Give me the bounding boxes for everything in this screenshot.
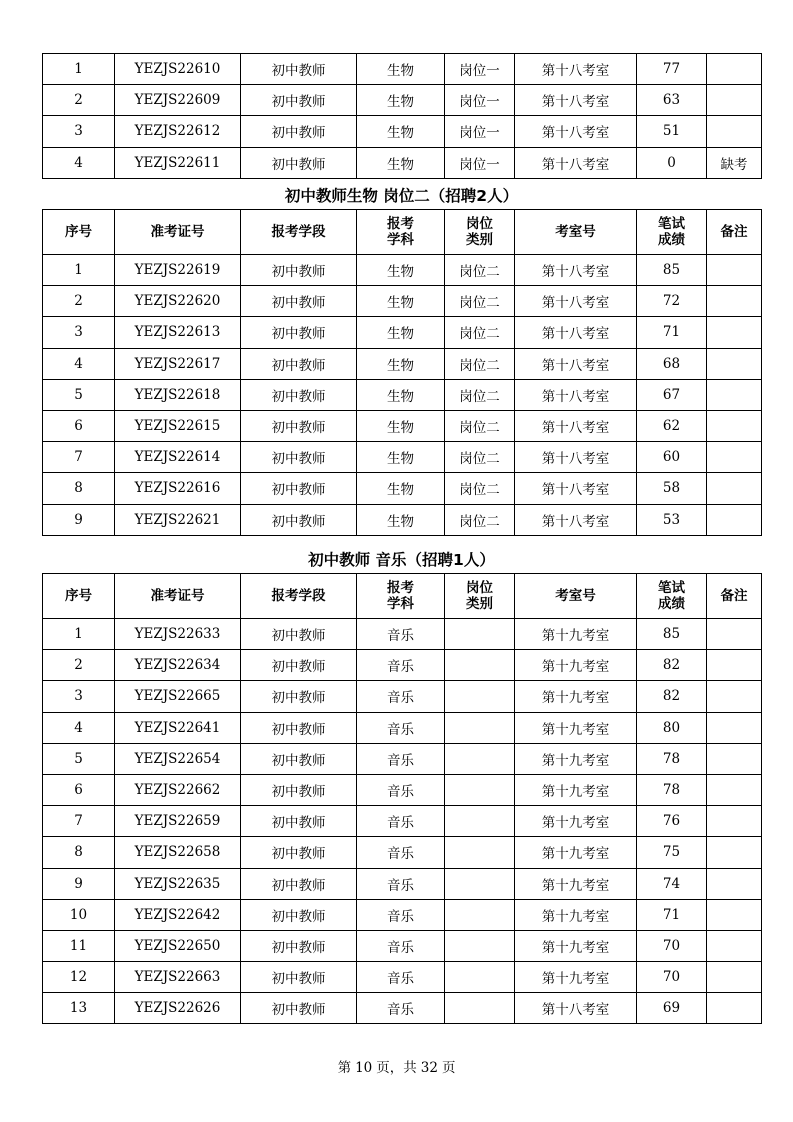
table-row (43, 868, 762, 899)
table-cell: 7 (43, 442, 115, 473)
table-cell (707, 712, 762, 743)
table-cell: 初中教师 (241, 379, 357, 410)
column-header-line: 成绩 (658, 232, 685, 248)
table-cell: 第十八考室 (515, 54, 637, 85)
table-row (43, 806, 762, 837)
table-cell: 8 (43, 473, 115, 504)
table-cell: YEZJS22662 (115, 774, 241, 805)
table-row (43, 899, 762, 930)
table-header (43, 574, 762, 619)
table-cell: 75 (637, 837, 707, 868)
table-cell: 初中教师 (241, 681, 357, 712)
table-cell: 7 (43, 806, 115, 837)
table-cell: YEZJS22626 (115, 993, 241, 1024)
table-cell: 85 (637, 255, 707, 286)
table-cell: YEZJS22633 (115, 619, 241, 650)
table-cell: 音乐 (357, 774, 445, 805)
table-cell: 初中教师 (241, 619, 357, 650)
table-cell: 生物 (357, 85, 445, 116)
table-row (43, 650, 762, 681)
column-header-line: 准考证号 (150, 588, 205, 604)
table-cell (707, 837, 762, 868)
table-cell (707, 930, 762, 961)
table-cell: 3 (43, 116, 115, 147)
column-header (515, 210, 637, 255)
table-cell: 68 (637, 348, 707, 379)
table-cell: 11 (43, 930, 115, 961)
table-cell: 第十九考室 (515, 619, 637, 650)
column-header-line: 考室号 (555, 588, 596, 604)
table-cell (707, 379, 762, 410)
table-cell: 第十八考室 (515, 286, 637, 317)
table-cell (707, 899, 762, 930)
table-cell (445, 650, 515, 681)
table-cell: 岗位二 (445, 255, 515, 286)
table-cell: 初中教师 (241, 993, 357, 1024)
table-cell: YEZJS22641 (115, 712, 241, 743)
table-body (43, 619, 762, 1024)
table-cell (707, 993, 762, 1024)
table-row (43, 774, 762, 805)
table-cell: 初中教师 (241, 712, 357, 743)
column-header-line: 序号 (65, 588, 92, 604)
table-cell: 生物 (357, 317, 445, 348)
table-row (43, 379, 762, 410)
table-row (43, 930, 762, 961)
table-cell: YEZJS22614 (115, 442, 241, 473)
table-cell: 12 (43, 962, 115, 993)
table-cell: 82 (637, 681, 707, 712)
table-cell: 51 (637, 116, 707, 147)
table-cell: 80 (637, 712, 707, 743)
table-cell: 1 (43, 255, 115, 286)
table-cell: 第十九考室 (515, 930, 637, 961)
table-cell: 第十九考室 (515, 899, 637, 930)
column-header (115, 574, 241, 619)
table-cell (445, 930, 515, 961)
table-row (43, 743, 762, 774)
footer-middle: 页，共 (376, 1060, 417, 1076)
table-cell (707, 774, 762, 805)
table-body (43, 255, 762, 536)
table-cell: YEZJS22619 (115, 255, 241, 286)
table-cell: 初中教师 (241, 930, 357, 961)
table-cell: 初中教师 (241, 962, 357, 993)
footer-prefix: 第 (337, 1060, 352, 1076)
results-table-biology-post-2 (42, 209, 762, 536)
column-header-line: 报考学段 (271, 224, 326, 240)
table-cell: 音乐 (357, 681, 445, 712)
table-cell: YEZJS22659 (115, 806, 241, 837)
table-cell (707, 442, 762, 473)
table-cell: 音乐 (357, 743, 445, 774)
table-cell: YEZJS22612 (115, 116, 241, 147)
table-cell: 初中教师 (241, 54, 357, 85)
header-row (43, 574, 762, 619)
table-cell: 53 (637, 504, 707, 535)
table-cell: 生物 (357, 379, 445, 410)
table-cell: 9 (43, 504, 115, 535)
table-cell: YEZJS22618 (115, 379, 241, 410)
column-header-line: 成绩 (658, 596, 685, 612)
table-cell: 第十八考室 (515, 410, 637, 441)
table-cell: 10 (43, 899, 115, 930)
table-cell: 音乐 (357, 930, 445, 961)
table-cell (445, 743, 515, 774)
column-header (115, 210, 241, 255)
column-header (445, 210, 515, 255)
table-cell: 第十八考室 (515, 116, 637, 147)
table-cell: YEZJS22665 (115, 681, 241, 712)
table-row (43, 619, 762, 650)
column-header (445, 574, 515, 619)
table-row (43, 147, 762, 178)
table-cell: 音乐 (357, 712, 445, 743)
table-cell: 4 (43, 147, 115, 178)
table-cell: 生物 (357, 442, 445, 473)
page-footer (0, 1056, 793, 1076)
column-header-line: 类别 (466, 232, 493, 248)
table-cell: 第十八考室 (515, 473, 637, 504)
table-cell: 78 (637, 774, 707, 805)
table-row (43, 85, 762, 116)
table-cell: 4 (43, 348, 115, 379)
table-cell (707, 650, 762, 681)
table-cell: YEZJS22650 (115, 930, 241, 961)
table-cell (445, 962, 515, 993)
column-header-line: 准考证号 (150, 224, 205, 240)
table-cell (707, 410, 762, 441)
table-header (43, 210, 762, 255)
table-row (43, 54, 762, 85)
table-cell: YEZJS22634 (115, 650, 241, 681)
table-cell: 岗位一 (445, 85, 515, 116)
table-cell (445, 993, 515, 1024)
table-cell: 岗位一 (445, 116, 515, 147)
column-header-line: 笔试 (658, 580, 685, 596)
table-cell: 初中教师 (241, 286, 357, 317)
table-cell: 76 (637, 806, 707, 837)
table-cell: YEZJS22620 (115, 286, 241, 317)
table-cell: 第十八考室 (515, 379, 637, 410)
table-row (43, 442, 762, 473)
table-cell: 6 (43, 410, 115, 441)
table-cell (707, 116, 762, 147)
table-cell: YEZJS22609 (115, 85, 241, 116)
table-cell: 初中教师 (241, 116, 357, 147)
table-cell: 第十九考室 (515, 962, 637, 993)
table-cell: 第十八考室 (515, 85, 637, 116)
table-cell: 岗位二 (445, 410, 515, 441)
table-cell: 71 (637, 317, 707, 348)
table-cell: 初中教师 (241, 317, 357, 348)
table-cell: 58 (637, 473, 707, 504)
table-cell (445, 868, 515, 899)
table-cell: 生物 (357, 286, 445, 317)
column-header (637, 574, 707, 619)
table-cell (707, 85, 762, 116)
table-cell (707, 54, 762, 85)
column-header (357, 210, 445, 255)
column-header (707, 574, 762, 619)
column-header-line: 岗位 (466, 216, 493, 232)
column-header (241, 574, 357, 619)
table-cell: YEZJS22610 (115, 54, 241, 85)
table-cell (445, 774, 515, 805)
table-cell: 初中教师 (241, 774, 357, 805)
column-header-line: 报考学段 (271, 588, 326, 604)
table-cell: 6 (43, 774, 115, 805)
table-cell: 第十九考室 (515, 774, 637, 805)
table-cell: YEZJS22615 (115, 410, 241, 441)
table-cell: YEZJS22617 (115, 348, 241, 379)
table-cell: 初中教师 (241, 473, 357, 504)
table-body (43, 54, 762, 179)
table-cell: 第十九考室 (515, 650, 637, 681)
table-cell: 第十八考室 (515, 147, 637, 178)
table-cell: 5 (43, 743, 115, 774)
column-header-line: 备注 (720, 588, 748, 604)
table-cell: 第十九考室 (515, 837, 637, 868)
column-header-line: 考室号 (555, 224, 596, 240)
table-cell: 1 (43, 619, 115, 650)
table-cell: 第十九考室 (515, 681, 637, 712)
table-cell: 3 (43, 681, 115, 712)
table-row (43, 286, 762, 317)
table-cell: 生物 (357, 255, 445, 286)
table-cell: 初中教师 (241, 650, 357, 681)
table-cell: 岗位二 (445, 504, 515, 535)
table-cell: 62 (637, 410, 707, 441)
table-row (43, 348, 762, 379)
table-cell: 第十八考室 (515, 504, 637, 535)
footer-suffix: 页 (441, 1060, 456, 1076)
table-cell: 初中教师 (241, 743, 357, 774)
table-cell: 74 (637, 868, 707, 899)
table-cell: 生物 (357, 147, 445, 178)
table-cell: 初中教师 (241, 147, 357, 178)
table-cell: 初中教师 (241, 899, 357, 930)
table-cell: YEZJS22613 (115, 317, 241, 348)
table-cell: YEZJS22642 (115, 899, 241, 930)
table-cell: 2 (43, 650, 115, 681)
table-cell: 第十八考室 (515, 442, 637, 473)
table-cell (707, 317, 762, 348)
section-title-biology-post-2: 初中教师生物 岗位二（招聘2人） (284, 187, 519, 205)
footer-current-page: 10 (355, 1060, 373, 1076)
column-header-line: 类别 (466, 596, 493, 612)
table-cell (707, 473, 762, 504)
table-cell: 生物 (357, 410, 445, 441)
table-cell: 音乐 (357, 619, 445, 650)
table-cell: 初中教师 (241, 85, 357, 116)
table-cell: 第十八考室 (515, 255, 637, 286)
table-cell: 岗位一 (445, 54, 515, 85)
table-cell (445, 619, 515, 650)
table-cell: 生物 (357, 504, 445, 535)
column-header-line: 岗位 (466, 580, 493, 596)
table-cell (707, 806, 762, 837)
column-header (707, 210, 762, 255)
column-header (43, 210, 115, 255)
column-header (43, 574, 115, 619)
table-cell: 生物 (357, 348, 445, 379)
table-cell: YEZJS22663 (115, 962, 241, 993)
table-row (43, 504, 762, 535)
column-header (241, 210, 357, 255)
table-cell: 5 (43, 379, 115, 410)
table-row (43, 681, 762, 712)
table-cell: 2 (43, 85, 115, 116)
table-cell: 第十九考室 (515, 712, 637, 743)
table-cell: 初中教师 (241, 348, 357, 379)
table-row (43, 962, 762, 993)
table-cell: 72 (637, 286, 707, 317)
table-cell (445, 837, 515, 868)
header-row (43, 210, 762, 255)
table-cell: 岗位二 (445, 348, 515, 379)
table-cell: YEZJS22616 (115, 473, 241, 504)
table-cell (445, 899, 515, 930)
table-cell: 岗位二 (445, 317, 515, 348)
table-cell: 第十九考室 (515, 806, 637, 837)
column-header-line: 备注 (720, 224, 748, 240)
column-header (357, 574, 445, 619)
table-cell: 2 (43, 286, 115, 317)
table-cell: 初中教师 (241, 504, 357, 535)
table-cell (707, 681, 762, 712)
table-cell: YEZJS22635 (115, 868, 241, 899)
table-cell: 音乐 (357, 962, 445, 993)
table-cell: 初中教师 (241, 442, 357, 473)
table-cell: 63 (637, 85, 707, 116)
table-row (43, 473, 762, 504)
table-cell: 音乐 (357, 899, 445, 930)
table-row (43, 255, 762, 286)
table-cell: YEZJS22658 (115, 837, 241, 868)
table-cell: 初中教师 (241, 837, 357, 868)
column-header-line: 报考 (387, 580, 414, 596)
table-cell: 缺考 (707, 147, 762, 178)
table-cell: 8 (43, 837, 115, 868)
column-header (637, 210, 707, 255)
column-header-line: 学科 (387, 596, 414, 612)
table-cell: YEZJS22621 (115, 504, 241, 535)
table-row (43, 317, 762, 348)
table-cell: 岗位二 (445, 442, 515, 473)
table-cell: 第十九考室 (515, 868, 637, 899)
table-cell: 初中教师 (241, 868, 357, 899)
table-cell (707, 504, 762, 535)
table-cell: 初中教师 (241, 410, 357, 441)
table-cell: 音乐 (357, 868, 445, 899)
table-cell: 78 (637, 743, 707, 774)
table-cell: 音乐 (357, 806, 445, 837)
table-cell: 生物 (357, 473, 445, 504)
table-cell: 生物 (357, 54, 445, 85)
table-cell: 生物 (357, 116, 445, 147)
table-cell: 60 (637, 442, 707, 473)
table-cell: 第十八考室 (515, 993, 637, 1024)
table-cell: 4 (43, 712, 115, 743)
table-cell: 音乐 (357, 993, 445, 1024)
table-cell: 77 (637, 54, 707, 85)
results-table-biology-post-1 (42, 53, 762, 179)
table-cell: 岗位二 (445, 379, 515, 410)
table-cell: 0 (637, 147, 707, 178)
table-cell: 音乐 (357, 650, 445, 681)
table-cell (707, 348, 762, 379)
table-cell (707, 255, 762, 286)
table-cell (445, 806, 515, 837)
table-cell: 初中教师 (241, 806, 357, 837)
table-cell: 第十九考室 (515, 743, 637, 774)
table-cell: 岗位二 (445, 286, 515, 317)
table-cell: 岗位二 (445, 473, 515, 504)
table-cell: 9 (43, 868, 115, 899)
table-row (43, 410, 762, 441)
table-cell (707, 868, 762, 899)
table-cell: 3 (43, 317, 115, 348)
results-table-music (42, 573, 762, 1024)
table-cell: 1 (43, 54, 115, 85)
table-cell: 13 (43, 993, 115, 1024)
table-cell (445, 681, 515, 712)
column-header (515, 574, 637, 619)
table-row (43, 712, 762, 743)
table-cell (707, 962, 762, 993)
table-cell: 85 (637, 619, 707, 650)
table-cell (707, 619, 762, 650)
table-cell: 岗位一 (445, 147, 515, 178)
table-cell: 82 (637, 650, 707, 681)
table-cell: 第十八考室 (515, 348, 637, 379)
column-header-line: 报考 (387, 216, 414, 232)
table-cell: 音乐 (357, 837, 445, 868)
table-row (43, 837, 762, 868)
table-cell (445, 712, 515, 743)
table-cell: 69 (637, 993, 707, 1024)
column-header-line: 学科 (387, 232, 414, 248)
footer-total-pages: 32 (420, 1060, 438, 1076)
table-cell: 初中教师 (241, 255, 357, 286)
table-cell: 第十八考室 (515, 317, 637, 348)
table-cell: 67 (637, 379, 707, 410)
table-cell: YEZJS22611 (115, 147, 241, 178)
table-row (43, 993, 762, 1024)
table-row (43, 116, 762, 147)
section-title-music: 初中教师 音乐（招聘1人） (308, 551, 495, 569)
column-header-line: 笔试 (658, 216, 685, 232)
table-cell: 70 (637, 962, 707, 993)
table-cell (707, 286, 762, 317)
table-cell: 71 (637, 899, 707, 930)
table-cell: 70 (637, 930, 707, 961)
column-header-line: 序号 (65, 224, 92, 240)
table-cell (707, 743, 762, 774)
table-cell: YEZJS22654 (115, 743, 241, 774)
